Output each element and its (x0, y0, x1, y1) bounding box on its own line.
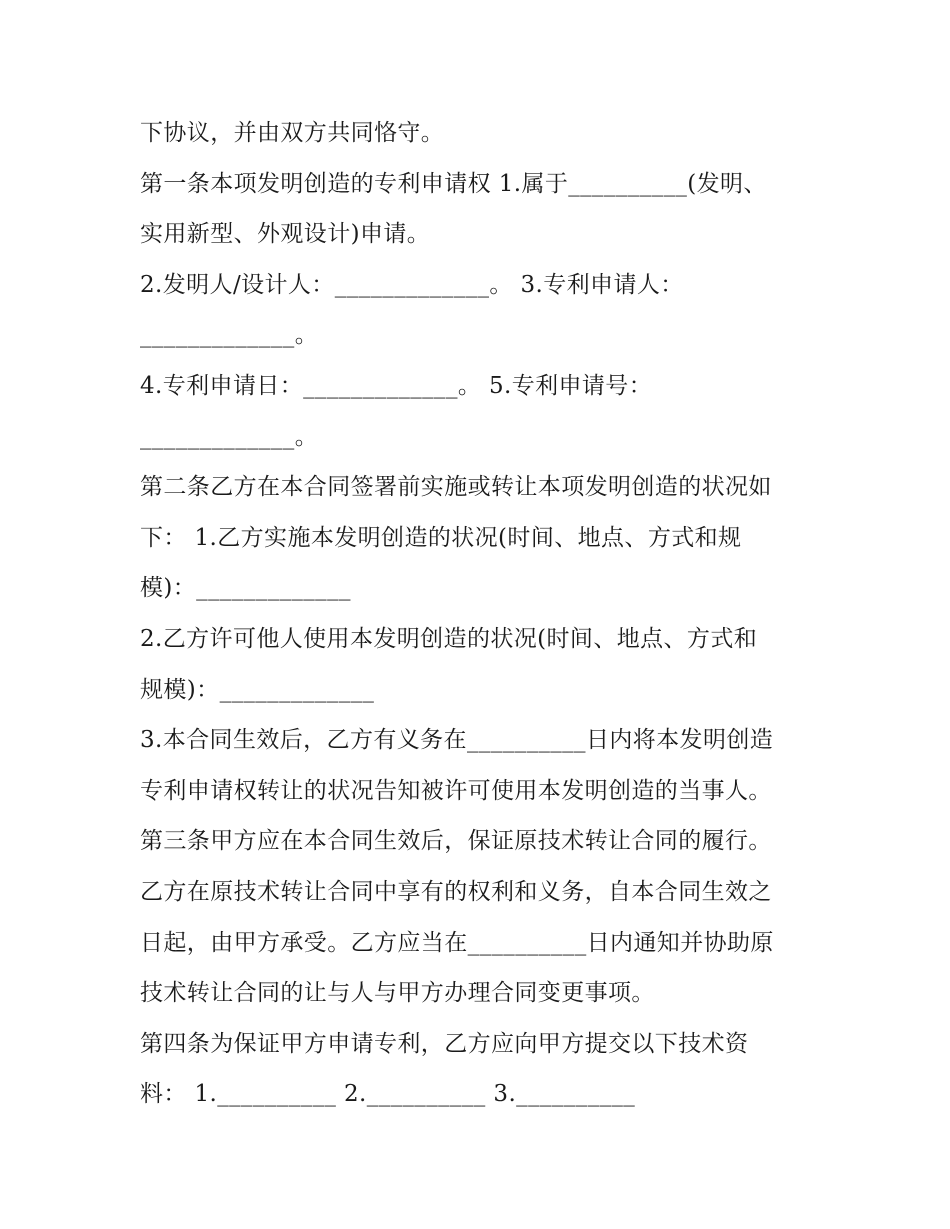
text-line: 第二条乙方在本合同签署前实施或转让本项发明创造的状况如 (140, 474, 772, 501)
text-line: 第三条甲方应在本合同生效后，保证原技术转让合同的履行。 (140, 828, 772, 855)
text-line: 模)：_____________ (140, 575, 351, 602)
text-line: 技术转让合同的让与人与甲方办理合同变更事项。 (140, 980, 655, 1007)
text-line: 规模)：_____________ (140, 676, 375, 703)
text-line: 料： 1.__________ 2.__________ 3.__________ (140, 1081, 636, 1108)
text-line: 4.专利申请日：_____________。 5.专利申请号： (140, 372, 653, 399)
document-body (140, 108, 820, 1120)
text-line: 3.本合同生效后，乙方有义务在__________日内将本发明创造 (140, 727, 774, 754)
text-line: _____________。 (140, 423, 319, 450)
text-line: 第一条本项发明创造的专利申请权 1.属于__________(发明、 (140, 170, 767, 197)
text-line: 2.发明人/设计人：_____________。 3.专利申请人： (140, 271, 684, 298)
text-line: 2.乙方许可他人使用本发明创造的状况(时间、地点、方式和 (140, 625, 758, 652)
text-line: 日起，由甲方承受。乙方应当在__________日内通知并协助原 (140, 929, 774, 956)
text-line: 乙方在原技术转让合同中享有的权利和义务，自本合同生效之 (140, 878, 772, 905)
text-line: 第四条为保证甲方申请专利，乙方应向甲方提交以下技术资 (140, 1030, 749, 1057)
text-line: 专利申请权转让的状况告知被许可使用本发明创造的当事人。 (140, 777, 772, 804)
text-line: _____________。 (140, 322, 319, 349)
text-line: 下协议，并由双方共同恪守。 (140, 120, 445, 146)
text-line: 实用新型、外观设计)申请。 (140, 221, 431, 248)
text-line: 下： 1.乙方实施本发明创造的状况(时间、地点、方式和规 (140, 524, 742, 551)
